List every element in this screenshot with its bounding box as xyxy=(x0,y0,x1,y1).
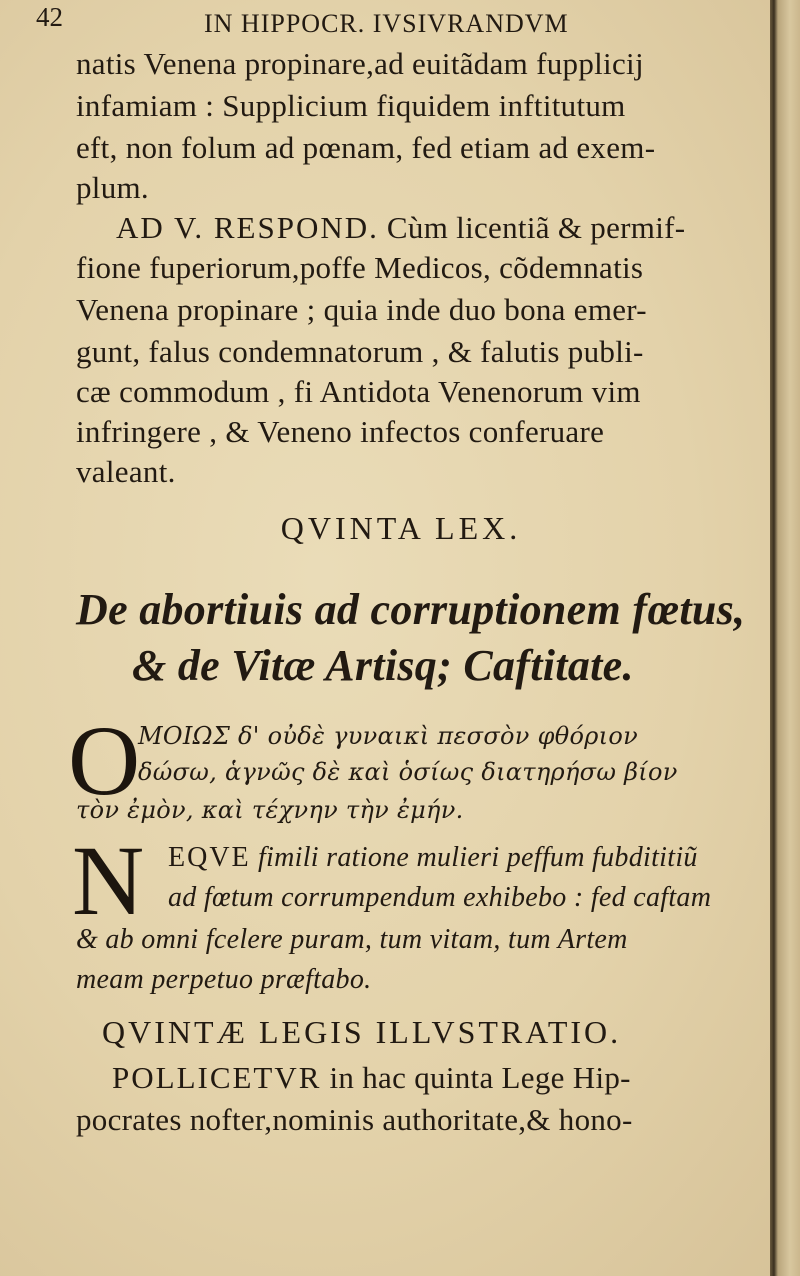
p2-line-2: fione fuperiorum,poffe Medicos, cõdemnatis xyxy=(76,250,644,285)
p1-line-2: infamiam : Supplicium fiquidem inftitutum xyxy=(76,88,626,123)
greek-line-2: δώσω, ἁγνῶς δὲ καὶ ὁσίως διατηρήσω βίον xyxy=(138,758,678,786)
p1-line-3: eft, non folum ad pœnam, fed etiam ad exem- xyxy=(76,130,656,165)
page-number: 42 xyxy=(36,2,63,32)
final-lead: POLLICETVR xyxy=(112,1060,322,1095)
running-head: IN HIPPOCR. IVSIVRANDVM xyxy=(204,9,569,38)
latin-first-caps: EQVE xyxy=(168,842,251,873)
page-edge xyxy=(770,0,800,1276)
latin-dropcap: N xyxy=(72,825,145,936)
final-line-1 xyxy=(112,1058,631,1098)
latin-line-3: & ab omni fcelere puram, tum vitam, tum Artem xyxy=(76,924,628,955)
latin-line-2: ad fœtum corrumpendum exhibebo : fed caftam xyxy=(168,882,712,913)
p2-first-rest: Cùm licentiã & permif- xyxy=(378,210,686,245)
p2-line-6: infringere , & Veneno infectos conferuare xyxy=(76,414,605,449)
greek-line-3: τὸν ἐμὸν, καὶ τέχνην τὴν ἐμήν. xyxy=(76,796,464,824)
p2-line-7: valeant. xyxy=(76,454,176,489)
italic-title-line-2: & de Vitæ Artisq; Caftitate. xyxy=(132,641,634,690)
p1-line-4: plum. xyxy=(76,170,149,205)
greek-dropcap: O xyxy=(68,705,141,816)
greek-line-1: ΜΟΙΩΣ δ' οὐδὲ γυναικὶ πεσσὸν φθόριον xyxy=(138,722,638,750)
p1-line-1: natis Venena propinare,ad euitãdam fupplicij xyxy=(76,46,644,81)
italic-title-line-1: De abortiuis ad corruptionem fœtus, xyxy=(76,585,746,634)
p2-lead: AD V. RESPOND. xyxy=(116,210,379,245)
final-first-rest: in hac quinta Lege Hip- xyxy=(321,1060,631,1095)
latin-first-rest: fimili ratione mulieri peffum fubdititiũ xyxy=(250,842,698,873)
p2-line-5: cæ commodum , fi Antidota Venenorum vim xyxy=(76,374,641,409)
p2-line-4: gunt, falus condemnatorum , & falutis publi- xyxy=(76,334,644,369)
p2-line-1 xyxy=(116,208,685,248)
latin-line-4: meam perpetuo præftabo. xyxy=(76,964,372,995)
illustratio-heading: QVINTÆ LEGIS ILLVSTRATIO. xyxy=(102,1014,622,1050)
latin-line-1 xyxy=(168,840,698,876)
section-heading: QVINTA LEX. xyxy=(280,510,522,546)
p2-line-3: Venena propinare ; quia inde duo bona emer- xyxy=(76,292,647,327)
final-line-2: pocrates nofter,nominis authoritate,& hono- xyxy=(76,1102,633,1137)
